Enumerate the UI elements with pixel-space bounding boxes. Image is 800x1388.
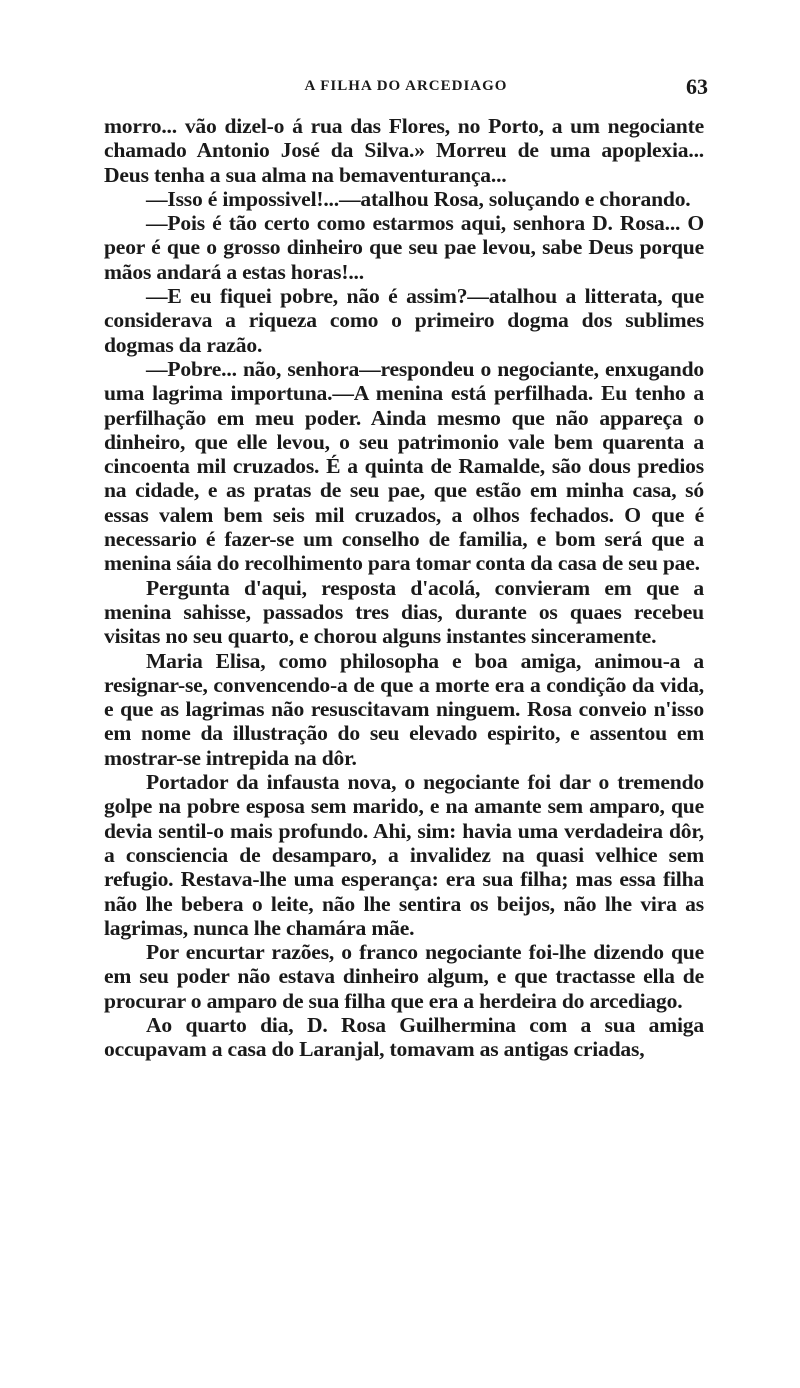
paragraph-continuation: morro... vão dizel-o á rua das Flores, no Porto, a um negociante chamado Antonio José da Silva.» Morreu de uma apoplexia... Deus tenha a sua alma na bemaventurança... — [104, 114, 704, 187]
paragraph: —Isso é impossivel!...—atalhou Rosa, soluçando e chorando. — [146, 186, 691, 211]
body-text — [104, 114, 704, 1062]
page-number: 63 — [686, 74, 708, 99]
paragraph: Pergunta d'aqui, resposta d'acolá, convieram em que a menina sahisse, passados tres dias, durante os quaes recebeu visitas no seu quarto, e chorou alguns instantes sinceramente. — [104, 575, 704, 649]
paragraph: Por encurtar razões, o franco negociante foi-lhe dizendo que em seu poder não estava dinheiro algum, e que tractasse ella de procurar o amparo de sua filha que era a herdeira do arcediago. — [104, 940, 704, 1013]
paragraph: Maria Elisa, como philosopha e boa amiga, animou-a a resignar-se, convencendo-a de que a morte era a condição da vida, e que as lagrimas não resuscitavam ninguem. Rosa conveio n'isso em nome da illustração do seu elevado espirito, e assentou em mostrar-se intrepida na dôr. — [104, 648, 704, 770]
paragraph: Ao quarto dia, D. Rosa Guilhermina com a sua amiga occupavam a casa do Laranjal, tomavam as antigas criadas, — [104, 1012, 704, 1062]
running-title: A FILHA DO ARCEDIAGO — [304, 78, 508, 94]
paragraph: —Pobre... não, senhora—respondeu o negociante, enxugando uma lagrima importuna.—A menina está perfilhada. Eu tenho a perfilhação em meu poder. Ainda mesmo que não appareça o dinheiro, que elle levou, o seu patrimonio vale bem quarenta a cincoenta mil cruzados. É a quinta de Ramalde, são dous predios na cidade, e as pratas de seu pae, que estão em minha casa, só essas valem bem seis mil cruzados, a olhos fechados. O que é necessario é fazer-se um conselho de familia, e bom será que a menina sáia do recolhimento para tomar conta da casa de seu pae. — [104, 356, 704, 576]
paragraph: —Pois é tão certo como estarmos aqui, senhora D. Rosa... O peor é que o grosso dinheiro que seu pae levou, sabe Deus porque mãos andará a estas horas!... — [104, 211, 704, 284]
running-head — [100, 74, 712, 100]
paragraph: —E eu fiquei pobre, não é assim?—atalhou a litterata, que considerava a riqueza como o primeiro dogma dos sublimes dogmas da razão. — [104, 284, 704, 357]
paragraph: Portador da infausta nova, o negociante foi dar o tremendo golpe na pobre esposa sem marido, e na amante sem amparo, que devia sentil-o mais profundo. Ahi, sim: havia uma verdadeira dôr, a consciencia de desamparo, a invalidez na quasi velhice sem refugio. Restava-lhe uma esperança: era sua filha; mas essa filha não lhe bebera o leite, não lhe sentira os beijos, não lhe vira as lagrimas, nunca lhe chamára mãe. — [104, 770, 704, 940]
